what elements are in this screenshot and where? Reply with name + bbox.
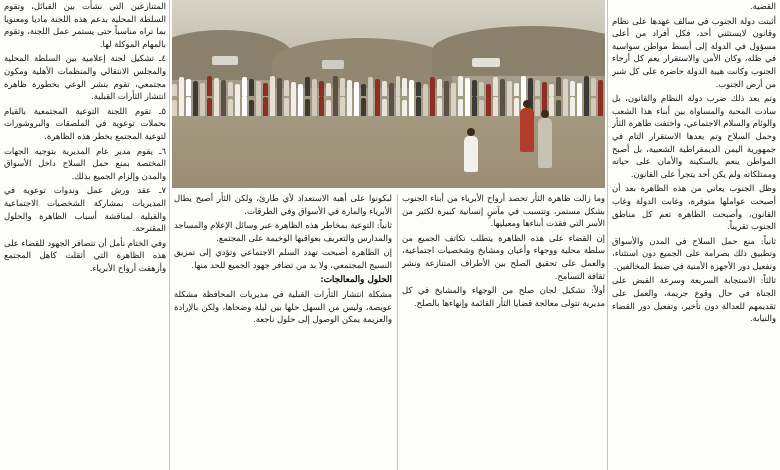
crowd-person <box>430 94 435 116</box>
paragraph: وتم بعد ذلك ضرب دولة النظام والقانون، بل سادت المحبة والمساواة بين أبناء هذا الشعب والوئام والسلام الاجتماعي، واختفت ظاهرة الثأر وحمل السلاح وتم بعدها الاستقرار التام في جمهورية اليمن الديمقراطية الشعبية، بل أصبح المواطن ينعم بالسكينة والأمان على حياته وممتلكاته ولم يكن أحد يتجرأ على القانون. <box>612 93 776 179</box>
walking-figure <box>464 136 478 172</box>
crowd-person <box>221 95 226 116</box>
crowd-person <box>472 96 477 116</box>
crowd-person <box>556 100 561 116</box>
paragraph: المتنازعين التي نشأت بين القبائل، وتقوم السلطة المحلية بدعم هذه اللجنة ماديا ومعنويا بما تراه مناسباً حتى يستمر عمل اللجنة، وتقوم بالمهام الموكلة لها. <box>4 1 166 49</box>
crowd-person <box>458 99 463 116</box>
crowd-person <box>207 98 212 116</box>
crowd-person <box>340 97 345 116</box>
crowd-person <box>423 90 428 116</box>
paragraph: أثبتت دولة الجنوب في سالف عهدها على نظام وقانون لايستثني أحد، فكل أفراد من أعلى مسؤول في الدولة إلى أبسط مواطن سواسية في ظله، وكان الأمن والاستقرار يعم كل أرجاء الجنوب وكانت هيبة الدولة حاضرة على كل شبر من أرض الجنوب. <box>612 15 776 89</box>
photo-hill <box>432 26 605 76</box>
crowd-person <box>598 91 603 116</box>
crowd-person <box>486 93 491 116</box>
crowd-person <box>368 91 373 116</box>
crowd-person <box>361 98 366 116</box>
crowd-person <box>305 99 310 116</box>
crowd-person <box>298 95 303 116</box>
crowd-person <box>584 94 589 116</box>
paragraph: لبكونوا على أهبة الاستعداد لأي طارئ، ولكن الثأر أصبح يطال الأبرياء والمارة في الأسواق وفي الطرقات. <box>174 193 392 216</box>
walking-figure <box>538 118 552 168</box>
crowd-person <box>277 94 282 116</box>
article-column-left <box>4 0 166 470</box>
crowd-person <box>382 99 387 116</box>
paragraph: مشكلة انتشار الثأرات القبلية في مديريات المحافظة مشكلة عويصة، وليس من السهل حلها بين ليلة وضحاها، ولكن بالإرادة والعزيمة يمكن الوصول إلى حلول ناجعة. <box>174 289 392 325</box>
crowd-person <box>200 94 205 116</box>
crowd-person <box>326 100 331 116</box>
crowd-person <box>577 90 582 116</box>
crowd-person <box>263 97 268 116</box>
crowd-person <box>437 98 442 116</box>
crowd-person <box>333 93 338 116</box>
crowd-person <box>409 93 414 116</box>
column-rule <box>169 0 170 470</box>
paragraph: ثانياً: منع حمل السلاح في المدن والأسواق وتطبيق ذلك بصرامة على الجميع دون استثناء، وتفعيل دور الأجهزة الأمنية في ضبط المخالفين. <box>612 235 776 271</box>
paragraph: أولاً: تشكيل لجان صلح من الوجهاء والمشايخ في كل مديرية تتولى معالجة قضايا الثأر القائمة وإنهاءها بالصلح. <box>402 285 605 308</box>
crowd-person <box>235 92 240 116</box>
crowd-person <box>591 98 596 116</box>
crowd-person <box>284 98 289 116</box>
paragraph: ٤ـ تشكيل لجنة إعلامية بين السلطة المحلية والمجلس الانتقالي والمنظمات الأهلية ومكون مجتمعي، تقوم بنشر الوعي بخطورة ظاهرة انتشار الثأرات القبلية. <box>4 53 166 102</box>
paragraph: وما زالت ظاهرة الثأر تحصد أرواح الأبرياء من أبناء الجنوب بشكل مستمر، وتتسبب في مآسٍ إنسانية كبيرة لكثير من الأسر التي فقدت أبناءها ومعيليها. <box>402 193 605 229</box>
crowd-person <box>507 94 512 116</box>
column-rule <box>607 0 608 470</box>
crowd-person <box>465 92 470 116</box>
crowd-person <box>416 97 421 116</box>
crowd-person <box>249 100 254 116</box>
paragraph: القضية. <box>749 1 776 11</box>
crowd-photo <box>172 0 605 188</box>
photo-car <box>212 56 238 65</box>
crowd-person <box>214 91 219 116</box>
crowd-person <box>389 92 394 116</box>
paragraph: إن الظاهرة أصبحت تهدد السلم الاجتماعي وتؤدي إلى تمزيق النسيج المجتمعي، ولا بد من تضافر جهود الجميع للحد منها. <box>174 247 392 270</box>
crowd-person <box>319 96 324 116</box>
crowd-person <box>186 97 191 116</box>
article-column-right <box>612 0 776 470</box>
walking-figure <box>520 108 534 152</box>
crowd-person <box>444 91 449 116</box>
crowd-person <box>549 96 554 116</box>
crowd-person <box>256 93 261 116</box>
article-column-middle-left <box>174 192 392 470</box>
crowd-person <box>242 96 247 116</box>
paragraph: ٦ـ يقوم مدير عام المديرية بتوجيه الجهات المختصة بمنع حمل السلاح داخل الأسواق والمدن وإلزام الجميع بذلك. <box>4 145 166 181</box>
photo-car <box>322 60 344 69</box>
crowd-person <box>514 98 519 116</box>
crowd-person <box>347 90 352 116</box>
crowd-person <box>570 97 575 116</box>
crowd-person <box>375 95 380 116</box>
crowd-person <box>179 93 184 116</box>
crowd-person <box>535 99 540 116</box>
article-column-middle-right <box>402 192 605 470</box>
paragraph: ٧ـ عقد ورش عمل وندوات توعوية في المديريات بمشاركة الشخصيات الاجتماعية والقبلية لمناقشة أسباب الظاهرة والحلول المقترحة. <box>4 185 166 234</box>
crowd-person <box>396 96 401 116</box>
crowd-person <box>193 90 198 116</box>
photo-car <box>472 58 500 67</box>
crowd-person <box>493 97 498 116</box>
crowd-person <box>354 94 359 116</box>
paragraph: وفي الختام نأمل أن تتضافر الجهود للقضاء على هذه الظاهرة التي أثقلت كاهل المجتمع وأزهقت أرواح الأبرياء. <box>4 237 166 273</box>
paragraph: وظل الجنوب يعاني من هذه الظاهرة بعد أن أصبحت عواملها متوفرة، وغابت الدولة وغاب القانون، وأصبحت الظاهرة تعم كل مناطق الجنوب تقريباً. <box>612 183 776 232</box>
column-rule <box>397 194 398 470</box>
crowd-person <box>172 100 177 116</box>
crowd-person <box>451 95 456 116</box>
crowd-person <box>479 100 484 116</box>
crowd-person <box>563 93 568 116</box>
crowd-front-row <box>172 86 605 116</box>
crowd-person <box>291 91 296 116</box>
paragraph: ثالثاً: الاستجابة السريعة وسرعة القبض على الجناة في حال وقوع جريمة، والعمل على تقديمهم للعدالة دون تأخير، وتفعيل دور القضاء والنيابة. <box>612 275 776 324</box>
crowd-person <box>270 90 275 116</box>
crowd-person <box>402 100 407 116</box>
crowd-person <box>312 92 317 116</box>
paragraph: ثانياً: التوعية بمخاطر هذه الظاهرة عبر وسائل الإعلام والمساجد والمدارس والتعريف بعواقبها الوخيمة على المجتمع. <box>174 220 392 243</box>
section-heading: الحلول والمعالجات: <box>320 274 392 285</box>
paragraph: إن القضاء على هذه الظاهرة يتطلب تكاتف الجميع من سلطة محلية ووجهاء وأعيان ومشايخ وشخصيات اجتماعية، والعمل على تحقيق الصلح بين الأطراف المتنازعة ونشر ثقافة التسامح. <box>402 232 605 281</box>
crowd-person <box>500 90 505 116</box>
paragraph: ٥ـ تقوم اللجنة التوعية المجتمعية بالقيام بحملات توعوية في الملصقات والبروشورات لتوعية المجتمع بخطر هذه الظاهرة. <box>4 105 166 141</box>
crowd-person <box>228 99 233 116</box>
